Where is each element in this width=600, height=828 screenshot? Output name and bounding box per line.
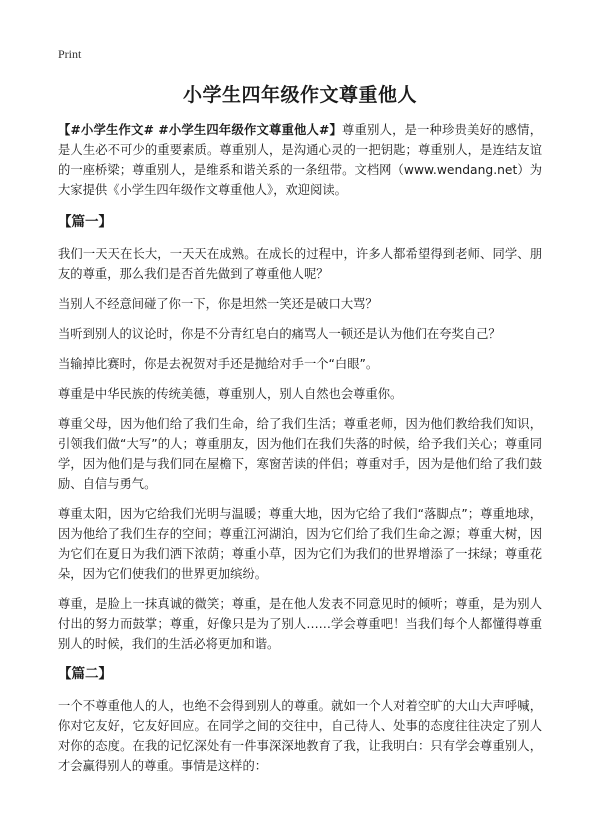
document-body (58, 120, 542, 786)
section1-paragraph-6: 尊重父母，因为他们给了我们生命，给了我们生活；尊重老师，因为他们教给我们知识，引领我们做“大写”的人；尊重朋友，因为他们在我们失落的时候，给予我们关心；尊重同学，因为他们是与我们同在屋檐下，寒窗苦读的伴侣；尊重对手，因为是他们给了我们鼓励、自信与勇气。 (58, 417, 542, 491)
document-title: 小学生四年级作文尊重他人 (182, 84, 417, 106)
section2-paragraph-1: 一个不尊重他人的人，也绝不会得到别人的尊重。就如一个人对着空旷的大山大声呼喊，你对它友好，它友好回应。在同学之间的交往中，自己待人、处事的态度往往决定了别人对你的态度。在我的记忆深处有一件事深深地教育了我，让我明白：只有学会尊重别人，才会赢得别人的尊重。事情是这样的： (58, 699, 542, 773)
intro-tags: 【#小学生作文# #小学生四年级作文尊重他人#】 (58, 123, 343, 137)
section1-paragraph-3: 当听到别人的议论时，你是不分青红皂白的痛骂人一顿还是认为他们在夸奖自己？ (58, 327, 501, 341)
section1-paragraph-4: 当输掉比赛时，你是去祝贺对手还是抛给对手一个“白眼”。 (58, 357, 379, 371)
print-label: Print (58, 47, 82, 61)
section1-paragraph-8: 尊重，是脸上一抹真诚的微笑；尊重，是在他人发表不同意见时的倾听；尊重，是为别人付出的努力而鼓掌；尊重，好像只是为了别人……学会尊重吧！当我们每个人都懂得尊重别人的时候，我们的生活必将更加和谐。 (58, 597, 542, 651)
intro-paragraph (58, 120, 542, 200)
section1-paragraph-2: 当别人不经意间碰了你一下，你是坦然一笑还是破口大骂？ (58, 297, 378, 311)
intro-text: 尊重别人，是一种珍贵美好的感情，是人生必不可少的重要素质。尊重别人，是沟通心灵的一把钥匙；尊重别人，是连结友谊的一座桥梁；尊重别人，是维系和谐关系的一条纽带。文档网（www.wendang.net）为大家提供《小学生四年级作文尊重他人》，欢迎阅读。 (58, 123, 542, 197)
section1-paragraph-1: 我们一天天在长大，一天天在成熟。在成长的过程中，许多人都希望得到老师、同学、朋友的尊重，那么我们是否首先做到了尊重他人呢？ (58, 247, 542, 281)
section1-paragraph-5: 尊重是中华民族的传统美德，尊重别人，别人自然也会尊重你。 (58, 387, 403, 401)
section-heading-2: 【篇二】 (58, 666, 112, 682)
section1-paragraph-7: 尊重太阳，因为它给我们光明与温暖；尊重大地，因为它给了我们“落脚点”；尊重地球，因为他给了我们生存的空间；尊重江河湖泊，因为它们给了我们生命之源；尊重大树，因为它们在夏日为我们洒下浓荫；尊重小草，因为它们为我们的世界增添了一抹绿；尊重花朵，因为它们使我们的世界更加缤纷。 (58, 507, 542, 581)
section-heading-1: 【篇一】 (58, 214, 112, 230)
